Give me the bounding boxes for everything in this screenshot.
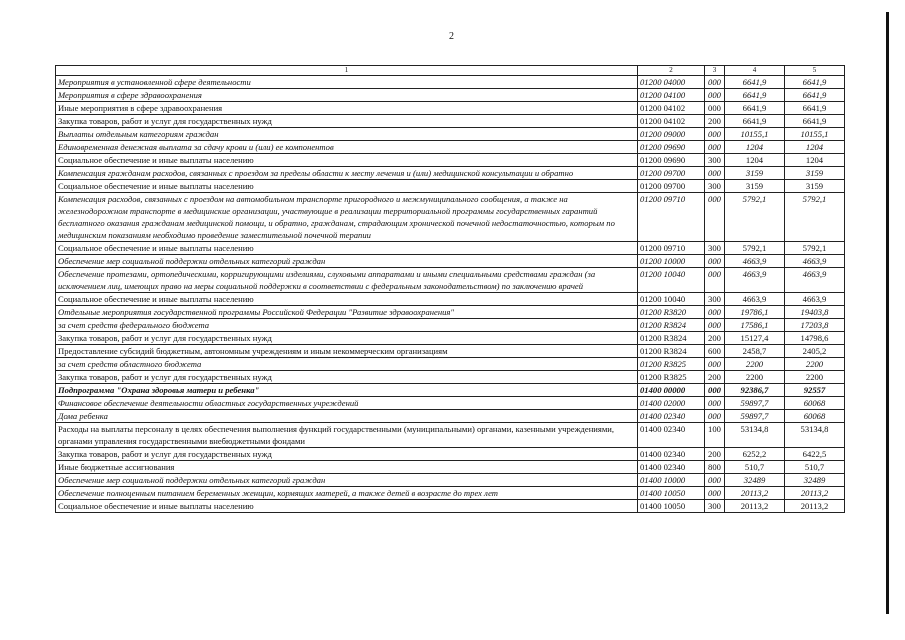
sum1-cell: 6641,9 [725, 115, 785, 128]
sum1-cell: 4663,9 [725, 268, 785, 293]
name-cell: Расходы на выплаты персоналу в целях обеспечения выполнения функций государственными (муниципальными) органами, казенными учреждениями, органами управления государственными внебюджетными фондами [56, 423, 638, 448]
name-cell: Финансовое обеспечение деятельности областных государственных учреждений [56, 397, 638, 410]
name-cell: Социальное обеспечение и иные выплаты населению [56, 242, 638, 255]
sum2-cell: 92557 [785, 384, 845, 397]
code-cell: 01200 09690 [638, 154, 705, 167]
name-cell: Мероприятия в установленной сфере деятельности [56, 76, 638, 89]
header-cell: 4 [725, 66, 785, 76]
kvr-cell: 000 [705, 76, 725, 89]
name-cell: за счет средств областного бюджета [56, 358, 638, 371]
sum2-cell: 5792,1 [785, 242, 845, 255]
name-cell: Социальное обеспечение и иные выплаты населению [56, 293, 638, 306]
kvr-cell: 200 [705, 115, 725, 128]
header-cell: 1 [56, 66, 638, 76]
table-row [56, 180, 845, 193]
sum1-cell: 92386,7 [725, 384, 785, 397]
name-cell: Компенсация расходов, связанных с проездом на автомобильном транспорте пригородного и межмуниципального сообщения, а также на железнодорожном транспорте в медицинские организации, участвующие в реализации территориальной программы государственных гарантий бесплатного оказания гражданам медицинской помощи, и обратно, гражданам, страдающим хронической почечной недостаточностью, которым по медицинским показаниям необходимо проведение заместительной почечной терапии [56, 193, 638, 242]
code-cell: 01400 00000 [638, 384, 705, 397]
name-cell: Социальное обеспечение и иные выплаты населению [56, 154, 638, 167]
sum1-cell: 2200 [725, 371, 785, 384]
code-cell: 01200 09700 [638, 180, 705, 193]
code-cell: 01400 10050 [638, 487, 705, 500]
table-row [56, 128, 845, 141]
code-cell: 01200 R3825 [638, 371, 705, 384]
table-row [56, 474, 845, 487]
sum2-cell: 3159 [785, 167, 845, 180]
code-cell: 01200 10040 [638, 268, 705, 293]
sum1-cell: 59897,7 [725, 410, 785, 423]
sum2-cell: 2405,2 [785, 345, 845, 358]
kvr-cell: 000 [705, 410, 725, 423]
sum2-cell: 32489 [785, 474, 845, 487]
code-cell: 01200 04100 [638, 89, 705, 102]
sum1-cell: 510,7 [725, 461, 785, 474]
sum2-cell: 4663,9 [785, 255, 845, 268]
code-cell: 01200 09000 [638, 128, 705, 141]
table-row [56, 332, 845, 345]
code-cell: 01400 02000 [638, 397, 705, 410]
code-cell: 01200 09700 [638, 167, 705, 180]
name-cell: Обеспечение полноценным питанием беременных женщин, кормящих матерей, а также детей в возрасте до трех лет [56, 487, 638, 500]
kvr-cell: 000 [705, 167, 725, 180]
sum2-cell: 17203,8 [785, 319, 845, 332]
kvr-cell: 000 [705, 306, 725, 319]
kvr-cell: 300 [705, 154, 725, 167]
sum2-cell: 53134,8 [785, 423, 845, 448]
name-cell: Единовременная денежная выплата за сдачу крови и (или) ее компонентов [56, 141, 638, 154]
kvr-cell: 000 [705, 358, 725, 371]
sum2-cell: 510,7 [785, 461, 845, 474]
kvr-cell: 000 [705, 384, 725, 397]
kvr-cell: 000 [705, 319, 725, 332]
kvr-cell: 200 [705, 332, 725, 345]
code-cell: 01200 R3820 [638, 306, 705, 319]
code-cell: 01200 09710 [638, 193, 705, 242]
name-cell: Обеспечение мер социальной поддержки отдельных категорий граждан [56, 474, 638, 487]
name-cell: Компенсация гражданам расходов, связанных с проездом за пределы области к месту лечения и (или) медицинской консультации и обратно [56, 167, 638, 180]
sum1-cell: 20113,2 [725, 500, 785, 513]
code-cell: 01200 R3824 [638, 332, 705, 345]
code-cell: 01200 10000 [638, 255, 705, 268]
sum1-cell: 53134,8 [725, 423, 785, 448]
code-cell: 01400 10000 [638, 474, 705, 487]
kvr-cell: 000 [705, 268, 725, 293]
sum2-cell: 20113,2 [785, 487, 845, 500]
sum2-cell: 4663,9 [785, 293, 845, 306]
sum1-cell: 32489 [725, 474, 785, 487]
sum1-cell: 5792,1 [725, 193, 785, 242]
sum1-cell: 10155,1 [725, 128, 785, 141]
sum2-cell: 10155,1 [785, 128, 845, 141]
name-cell: Иные бюджетные ассигнования [56, 461, 638, 474]
sum2-cell: 6422,5 [785, 448, 845, 461]
sum1-cell: 2200 [725, 358, 785, 371]
sum2-cell: 60068 [785, 410, 845, 423]
name-cell: Закупка товаров, работ и услуг для государственных нужд [56, 115, 638, 128]
table-row [56, 306, 845, 319]
table-row [56, 154, 845, 167]
sum1-cell: 6641,9 [725, 102, 785, 115]
table-row [56, 358, 845, 371]
sum1-cell: 1204 [725, 141, 785, 154]
header-cell: 3 [705, 66, 725, 76]
code-cell: 01200 09710 [638, 242, 705, 255]
code-cell: 01200 04102 [638, 115, 705, 128]
sum1-cell: 20113,2 [725, 487, 785, 500]
kvr-cell: 200 [705, 371, 725, 384]
name-cell: Социальное обеспечение и иные выплаты населению [56, 180, 638, 193]
table-row [56, 242, 845, 255]
sum2-cell: 1204 [785, 141, 845, 154]
sum1-cell: 59897,7 [725, 397, 785, 410]
sum2-cell: 2200 [785, 371, 845, 384]
name-cell: Подпрограмма "Охрана здоровья матери и ребенка" [56, 384, 638, 397]
sum1-cell: 4663,9 [725, 293, 785, 306]
sum1-cell: 15127,4 [725, 332, 785, 345]
table-row [56, 461, 845, 474]
sum2-cell: 2200 [785, 358, 845, 371]
sum2-cell: 20113,2 [785, 500, 845, 513]
sum2-cell: 60068 [785, 397, 845, 410]
sum1-cell: 17586,1 [725, 319, 785, 332]
name-cell: Обеспечение мер социальной поддержки отдельных категорий граждан [56, 255, 638, 268]
kvr-cell: 000 [705, 487, 725, 500]
sum2-cell: 6641,9 [785, 89, 845, 102]
code-cell: 01200 09690 [638, 141, 705, 154]
table-row [56, 384, 845, 397]
name-cell: за счет средств федерального бюджета [56, 319, 638, 332]
sum1-cell: 1204 [725, 154, 785, 167]
sum2-cell: 19403,8 [785, 306, 845, 319]
name-cell: Обеспечение протезами, ортопедическими, корригирующими изделиями, слуховыми аппаратами и иными специальными средствами граждан (за исключением лиц, имеющих право на меры социальной поддержки в соответствии с федеральным законодательством) по заключению врачей [56, 268, 638, 293]
sum2-cell: 3159 [785, 180, 845, 193]
kvr-cell: 000 [705, 193, 725, 242]
sum1-cell: 2458,7 [725, 345, 785, 358]
table-row [56, 89, 845, 102]
name-cell: Социальное обеспечение и иные выплаты населению [56, 500, 638, 513]
header-cell: 2 [638, 66, 705, 76]
code-cell: 01200 04102 [638, 102, 705, 115]
sum1-cell: 6641,9 [725, 76, 785, 89]
sum2-cell: 14798,6 [785, 332, 845, 345]
code-cell: 01400 02340 [638, 423, 705, 448]
table-row [56, 255, 845, 268]
kvr-cell: 100 [705, 423, 725, 448]
table-row [56, 268, 845, 293]
code-cell: 01400 02340 [638, 448, 705, 461]
code-cell: 01400 10050 [638, 500, 705, 513]
name-cell: Закупка товаров, работ и услуг для государственных нужд [56, 448, 638, 461]
header-row [56, 66, 845, 76]
table-row [56, 345, 845, 358]
name-cell: Выплаты отдельным категориям граждан [56, 128, 638, 141]
table-row [56, 371, 845, 384]
code-cell: 01400 02340 [638, 410, 705, 423]
kvr-cell: 600 [705, 345, 725, 358]
sum2-cell: 6641,9 [785, 76, 845, 89]
kvr-cell: 000 [705, 102, 725, 115]
table-row [56, 500, 845, 513]
table-row [56, 167, 845, 180]
name-cell: Дома ребенка [56, 410, 638, 423]
kvr-cell: 000 [705, 255, 725, 268]
kvr-cell: 200 [705, 448, 725, 461]
kvr-cell: 000 [705, 474, 725, 487]
table-row [56, 448, 845, 461]
kvr-cell: 300 [705, 180, 725, 193]
table-row [56, 319, 845, 332]
code-cell: 01200 R3824 [638, 319, 705, 332]
name-cell: Закупка товаров, работ и услуг для государственных нужд [56, 332, 638, 345]
table-row [56, 76, 845, 89]
table-row [56, 397, 845, 410]
name-cell: Закупка товаров, работ и услуг для государственных нужд [56, 371, 638, 384]
sum1-cell: 6252,2 [725, 448, 785, 461]
kvr-cell: 000 [705, 89, 725, 102]
table-row [56, 423, 845, 448]
kvr-cell: 300 [705, 242, 725, 255]
kvr-cell: 000 [705, 141, 725, 154]
kvr-cell: 000 [705, 397, 725, 410]
sum1-cell: 5792,1 [725, 242, 785, 255]
sum1-cell: 3159 [725, 167, 785, 180]
sum1-cell: 6641,9 [725, 89, 785, 102]
table-row [56, 487, 845, 500]
code-cell: 01200 R3824 [638, 345, 705, 358]
table-row [56, 102, 845, 115]
sum1-cell: 4663,9 [725, 255, 785, 268]
budget-table [55, 65, 845, 513]
sum2-cell: 1204 [785, 154, 845, 167]
kvr-cell: 300 [705, 500, 725, 513]
sum2-cell: 6641,9 [785, 115, 845, 128]
code-cell: 01400 02340 [638, 461, 705, 474]
name-cell: Мероприятия в сфере здравоохранения [56, 89, 638, 102]
header-cell: 5 [785, 66, 845, 76]
table-row [56, 193, 845, 242]
sum1-cell: 19786,1 [725, 306, 785, 319]
kvr-cell: 300 [705, 293, 725, 306]
code-cell: 01200 10040 [638, 293, 705, 306]
code-cell: 01200 R3825 [638, 358, 705, 371]
code-cell: 01200 04000 [638, 76, 705, 89]
kvr-cell: 800 [705, 461, 725, 474]
kvr-cell: 000 [705, 128, 725, 141]
name-cell: Отдельные мероприятия государственной программы Российской Федерации "Развитие здравоохранения" [56, 306, 638, 319]
page-number: 2 [449, 31, 454, 42]
table-row [56, 293, 845, 306]
sum2-cell: 4663,9 [785, 268, 845, 293]
table-row [56, 410, 845, 423]
sum2-cell: 5792,1 [785, 193, 845, 242]
name-cell: Иные мероприятия в сфере здравоохранения [56, 102, 638, 115]
table-row [56, 141, 845, 154]
table-row [56, 115, 845, 128]
sum2-cell: 6641,9 [785, 102, 845, 115]
scan-edge-line [886, 12, 889, 614]
sum1-cell: 3159 [725, 180, 785, 193]
name-cell: Предоставление субсидий бюджетным, автономным учреждениям и иным некоммерческим организациям [56, 345, 638, 358]
